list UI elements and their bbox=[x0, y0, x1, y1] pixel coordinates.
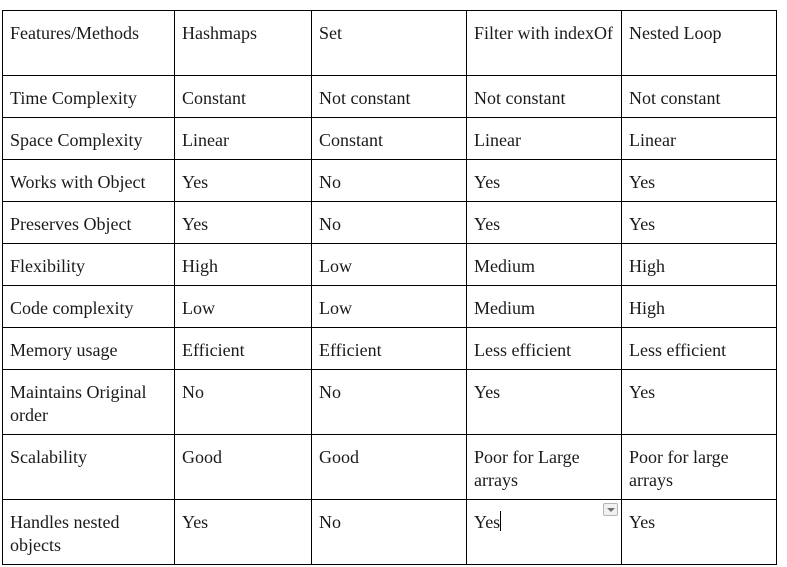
table-cell[interactable] bbox=[622, 500, 777, 565]
cell-value: Yes bbox=[474, 214, 501, 234]
cell-value: Yes bbox=[629, 512, 656, 532]
active-table-cell[interactable] bbox=[467, 500, 622, 565]
table-cell[interactable] bbox=[312, 244, 467, 286]
table-cell[interactable] bbox=[467, 328, 622, 370]
table-row bbox=[3, 76, 777, 118]
table-cell[interactable] bbox=[467, 286, 622, 328]
table-cell[interactable] bbox=[312, 370, 467, 435]
table-cell[interactable] bbox=[175, 370, 312, 435]
cell-value: Medium bbox=[474, 256, 535, 276]
table-cell[interactable] bbox=[3, 76, 175, 118]
table-header-row bbox=[3, 11, 777, 76]
cell-value: Not constant bbox=[474, 88, 566, 108]
table-cell[interactable] bbox=[467, 11, 622, 76]
cell-value: No bbox=[319, 172, 341, 192]
comparison-table bbox=[2, 10, 777, 565]
table-cell[interactable] bbox=[312, 118, 467, 160]
cell-value: Poor for Large arrays bbox=[474, 447, 580, 490]
table-cell[interactable] bbox=[175, 76, 312, 118]
table-cell[interactable] bbox=[467, 244, 622, 286]
table-cell[interactable] bbox=[622, 76, 777, 118]
table-cell[interactable] bbox=[175, 244, 312, 286]
cell-value: Yes bbox=[474, 172, 501, 192]
table-cell[interactable] bbox=[175, 160, 312, 202]
table-cell[interactable] bbox=[3, 244, 175, 286]
table-cell[interactable] bbox=[175, 500, 312, 565]
row-label: Code complexity bbox=[10, 298, 134, 318]
row-label: Memory usage bbox=[10, 340, 118, 360]
table-cell[interactable] bbox=[622, 435, 777, 500]
cell-value: Less efficient bbox=[629, 340, 727, 360]
table-cell[interactable] bbox=[175, 435, 312, 500]
cell-value: Constant bbox=[182, 88, 247, 108]
cell-value: Low bbox=[182, 298, 215, 318]
cell-value: Yes bbox=[629, 214, 656, 234]
cell-value: No bbox=[319, 214, 341, 234]
cell-value: Good bbox=[319, 447, 359, 467]
table-cell[interactable] bbox=[175, 286, 312, 328]
table-cell[interactable] bbox=[622, 11, 777, 76]
cell-value: Good bbox=[182, 447, 222, 467]
table-cell[interactable] bbox=[312, 160, 467, 202]
cell-value: High bbox=[629, 298, 665, 318]
header-hashmaps: Hashmaps bbox=[182, 23, 257, 43]
cell-value: Not constant bbox=[319, 88, 411, 108]
header-set: Set bbox=[319, 23, 343, 43]
table-cell[interactable] bbox=[467, 76, 622, 118]
cell-value: Efficient bbox=[319, 340, 382, 360]
row-label: Maintains Original order bbox=[10, 382, 147, 425]
cell-value: Low bbox=[319, 256, 352, 276]
table-cell[interactable] bbox=[467, 435, 622, 500]
cell-value: Yes bbox=[629, 382, 656, 402]
header-nested-loop: Nested Loop bbox=[629, 23, 722, 43]
row-label: Scalability bbox=[10, 447, 87, 467]
cell-value: Yes bbox=[474, 512, 501, 532]
cell-value: Yes bbox=[474, 382, 501, 402]
table-cell[interactable] bbox=[622, 328, 777, 370]
cell-value: No bbox=[182, 382, 204, 402]
cell-value: Linear bbox=[474, 130, 521, 150]
cell-value: Yes bbox=[182, 172, 209, 192]
table-cell[interactable] bbox=[3, 11, 175, 76]
table-cell[interactable] bbox=[3, 286, 175, 328]
table-cell[interactable] bbox=[622, 370, 777, 435]
row-label: Time Complexity bbox=[10, 88, 137, 108]
cell-value: Yes bbox=[182, 512, 209, 532]
table-cell[interactable] bbox=[467, 202, 622, 244]
table-row bbox=[3, 500, 777, 565]
table-row bbox=[3, 435, 777, 500]
row-label: Space Complexity bbox=[10, 130, 143, 150]
row-label: Flexibility bbox=[10, 256, 86, 276]
header-filter-indexof: Filter with indexOf bbox=[474, 23, 613, 43]
table-cell[interactable] bbox=[622, 286, 777, 328]
table-cell[interactable] bbox=[312, 286, 467, 328]
table-cell[interactable] bbox=[3, 500, 175, 565]
cell-value: High bbox=[182, 256, 218, 276]
table-cell[interactable] bbox=[3, 118, 175, 160]
table-cell[interactable] bbox=[3, 202, 175, 244]
table-row bbox=[3, 370, 777, 435]
cell-value: High bbox=[629, 256, 665, 276]
table-cell[interactable] bbox=[175, 118, 312, 160]
table-cell[interactable] bbox=[312, 11, 467, 76]
table-row bbox=[3, 286, 777, 328]
text-caret bbox=[500, 511, 501, 531]
table-cell[interactable] bbox=[3, 160, 175, 202]
cell-value: Linear bbox=[182, 130, 229, 150]
table-cell[interactable] bbox=[622, 118, 777, 160]
table-cell[interactable] bbox=[622, 202, 777, 244]
table-cell[interactable] bbox=[312, 435, 467, 500]
table-cell[interactable] bbox=[467, 118, 622, 160]
table-cell[interactable] bbox=[622, 160, 777, 202]
table-cell[interactable] bbox=[312, 328, 467, 370]
table-cell[interactable] bbox=[175, 11, 312, 76]
cell-value: Medium bbox=[474, 298, 535, 318]
table-cell[interactable] bbox=[312, 500, 467, 565]
table-row bbox=[3, 118, 777, 160]
table-cell[interactable] bbox=[175, 328, 312, 370]
table-row bbox=[3, 244, 777, 286]
cell-value: Less efficient bbox=[474, 340, 572, 360]
table-cell[interactable] bbox=[175, 202, 312, 244]
chevron-down-icon[interactable] bbox=[603, 503, 618, 516]
row-label: Works with Object bbox=[10, 172, 146, 192]
table-cell[interactable] bbox=[312, 76, 467, 118]
table-cell[interactable] bbox=[3, 370, 175, 435]
table-row bbox=[3, 160, 777, 202]
cell-value: Constant bbox=[319, 130, 384, 150]
cell-value: Efficient bbox=[182, 340, 245, 360]
table-cell[interactable] bbox=[467, 370, 622, 435]
table-row bbox=[3, 328, 777, 370]
header-features-methods: Features/Methods bbox=[10, 23, 139, 43]
cell-value: No bbox=[319, 382, 341, 402]
cell-value: Yes bbox=[629, 172, 656, 192]
table-row bbox=[3, 202, 777, 244]
row-label: Preserves Object bbox=[10, 214, 132, 234]
table-cell[interactable] bbox=[3, 435, 175, 500]
cell-value: Yes bbox=[182, 214, 209, 234]
row-label: Handles nested objects bbox=[10, 512, 120, 555]
cell-value: No bbox=[319, 512, 341, 532]
table-cell[interactable] bbox=[3, 328, 175, 370]
cell-value: Poor for large arrays bbox=[629, 447, 729, 490]
table-cell[interactable] bbox=[622, 244, 777, 286]
cell-value: Low bbox=[319, 298, 352, 318]
table-cell[interactable] bbox=[312, 202, 467, 244]
cell-value: Not constant bbox=[629, 88, 721, 108]
table-cell[interactable] bbox=[467, 160, 622, 202]
cell-value: Linear bbox=[629, 130, 676, 150]
